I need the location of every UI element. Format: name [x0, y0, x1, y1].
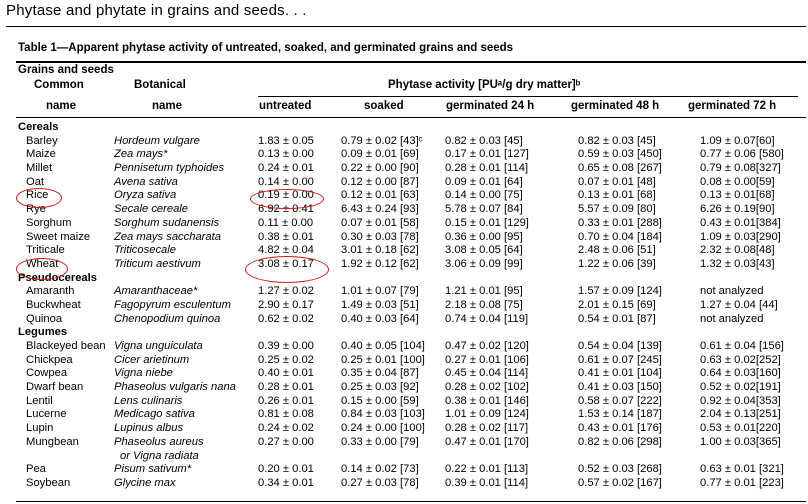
table-row [0, 408, 808, 422]
soaked-cell: 0.22 ± 0.00 [90] [341, 162, 419, 175]
soaked-cell: 0.14 ± 0.02 [73] [341, 463, 419, 476]
untreated-cell: 6.92 ± 0.41 [258, 203, 314, 216]
germinated-72h-cell: 0.63 ± 0.01 [321] [700, 463, 784, 476]
germinated-24h-cell: 0.28 ± 0.02 [117] [445, 422, 529, 435]
page-heading: Phytase and phytate in grains and seeds. . . [6, 2, 307, 19]
germinated-24h-cell: 2.18 ± 0.08 [75] [445, 298, 523, 311]
botanical-name-cell: Phaseolus vulgaris nana [114, 381, 236, 394]
soaked-cell: 0.33 ± 0.00 [79] [341, 435, 419, 448]
germinated-24h-cell: 1.21 ± 0.01 [95] [445, 285, 523, 298]
header-botanical-name: name [152, 100, 183, 112]
header-germinated-48h: germinated 48 h [571, 100, 660, 112]
table-row [0, 313, 808, 327]
germinated-24h-cell: 0.28 ± 0.02 [102] [445, 381, 529, 394]
highlight-wheat-name [16, 258, 68, 280]
germinated-24h-cell: 0.27 ± 0.01 [106] [445, 353, 529, 366]
header-soaked: soaked [364, 100, 404, 112]
soaked-cell: 0.35 ± 0.04 [87] [341, 367, 419, 380]
germinated-48h-cell: 0.82 ± 0.03 [45] [578, 134, 656, 147]
title-rule [16, 61, 806, 63]
soaked-cell: 1.92 ± 0.12 [62] [341, 257, 419, 270]
table-row [0, 381, 808, 395]
untreated-cell: 0.39 ± 0.00 [258, 340, 314, 352]
soaked-cell: 0.25 ± 0.01 [100] [341, 353, 425, 366]
germinated-48h-cell: 0.54 ± 0.04 [139] [578, 340, 662, 352]
untreated-cell: 0.24 ± 0.02 [258, 422, 314, 435]
germinated-72h-cell: not analyzed [700, 312, 764, 325]
germinated-24h-cell: 3.06 ± 0.09 [99] [445, 257, 523, 270]
table-row [0, 436, 808, 463]
germinated-48h-cell: 1.22 ± 0.06 [39] [578, 257, 656, 270]
germinated-72h-cell: 0.53 ± 0.01[220] [700, 422, 781, 435]
untreated-cell: 0.14 ± 0.00 [258, 175, 314, 188]
table-row [0, 285, 808, 299]
botanical-name-cell: Secale cereale [114, 203, 189, 216]
germinated-72h-cell: 1.09 ± 0.03[290] [700, 230, 781, 243]
botanical-name-cell: Pennisetum typhoides [114, 162, 225, 175]
header-span-rule [258, 96, 798, 97]
header-germinated-24h: germinated 24 h [446, 100, 535, 112]
germinated-48h-cell: 0.82 ± 0.06 [298] [578, 435, 662, 448]
germinated-48h-cell: 0.07 ± 0.01 [48] [578, 175, 656, 188]
header-phytase-activity: Phytase activity [PUᵃ/g dry matter]ᵇ [388, 79, 581, 91]
botanical-name-cell: Lupinus albus [114, 422, 184, 435]
germinated-72h-cell: 2.32 ± 0.08[48] [700, 244, 775, 257]
soaked-cell: 0.12 ± 0.01 [63] [341, 189, 419, 202]
common-name-cell: Blackeyed bean [26, 340, 106, 352]
untreated-cell: 0.81 ± 0.08 [258, 408, 314, 421]
germinated-24h-cell: 0.74 ± 0.04 [119] [445, 312, 529, 325]
botanical-name-cell: Triticosecale [114, 244, 176, 257]
germinated-72h-cell: 0.61 ± 0.04 [156] [700, 340, 784, 352]
botanical-name-cell: Oryza sativa [114, 189, 177, 202]
germinated-24h-cell: 0.09 ± 0.01 [64] [445, 175, 523, 188]
common-name-cell: Chickpea [26, 353, 73, 366]
common-name-cell: Sweet maize [26, 230, 91, 243]
common-name-cell: Cowpea [26, 367, 68, 380]
header-untreated: untreated [259, 100, 312, 112]
table-body [0, 121, 808, 491]
germinated-72h-cell: 0.64 ± 0.03[160] [700, 367, 781, 380]
table-row [0, 148, 808, 162]
common-name-cell: Quinoa [26, 312, 63, 325]
untreated-cell: 0.11 ± 0.00 [258, 216, 314, 229]
table-row [0, 189, 808, 203]
table-row [0, 162, 808, 176]
common-name-cell: Amaranth [26, 285, 75, 298]
germinated-24h-cell: 0.38 ± 0.01 [146] [445, 394, 529, 407]
common-name-cell: Rye [26, 203, 46, 216]
untreated-cell: 1.27 ± 0.02 [258, 285, 314, 298]
germinated-72h-cell: 0.43 ± 0.01[384] [700, 216, 781, 229]
table-row [0, 395, 808, 409]
common-name-cell: Lucerne [26, 408, 67, 421]
germinated-48h-cell: 2.01 ± 0.15 [69] [578, 298, 656, 311]
germinated-72h-cell: 0.08 ± 0.00[59] [700, 175, 775, 188]
header-common-name: name [46, 100, 77, 112]
germinated-24h-cell: 0.17 ± 0.01 [127] [445, 148, 529, 161]
section-label: Pseudocereals [18, 271, 97, 284]
table-row [0, 203, 808, 217]
germinated-24h-cell: 0.22 ± 0.01 [113] [445, 463, 529, 476]
germinated-48h-cell: 0.52 ± 0.03 [268] [578, 463, 662, 476]
germinated-72h-cell: 0.52 ± 0.02[191] [700, 381, 781, 394]
soaked-cell: 6.43 ± 0.24 [93] [341, 203, 419, 216]
germinated-24h-cell: 0.39 ± 0.01 [114] [445, 476, 529, 489]
common-name-cell: Mungbean [26, 435, 79, 448]
botanical-name-cell: Chenopodium quinoa [114, 312, 221, 325]
untreated-cell: 0.26 ± 0.01 [258, 394, 314, 407]
soaked-cell: 0.07 ± 0.01 [58] [341, 216, 419, 229]
germinated-48h-cell: 0.41 ± 0.01 [104] [578, 367, 662, 380]
common-name-cell: Oat [26, 175, 45, 188]
botanical-name-cell: Fagopyrum esculentum [114, 298, 231, 311]
table-row [0, 231, 808, 245]
soaked-cell: 0.24 ± 0.00 [100] [341, 422, 425, 435]
botanical-name-cell: Vigna niebe [114, 367, 173, 380]
botanical-name-cell: Amaranthaceae* [114, 285, 198, 298]
untreated-cell: 0.38 ± 0.01 [258, 230, 314, 243]
germinated-72h-cell: 0.79 ± 0.08[327] [700, 162, 781, 175]
untreated-cell: 0.62 ± 0.02 [258, 312, 314, 325]
common-name-cell: Wheat [26, 257, 59, 270]
header-rule [16, 117, 806, 118]
botanical-name-cell [114, 436, 204, 463]
germinated-48h-cell: 0.33 ± 0.01 [288] [578, 216, 662, 229]
untreated-cell: 0.25 ± 0.02 [258, 353, 314, 366]
common-name-cell: Soybean [26, 476, 71, 489]
germinated-72h-cell: 1.00 ± 0.03[365] [700, 435, 781, 448]
germinated-48h-cell: 0.59 ± 0.03 [450] [578, 148, 662, 161]
botanical-name-line: Phaseolus aureus [114, 435, 204, 448]
common-name-cell: Maize [26, 148, 56, 161]
botanical-name-cell: Triticum aestivum [114, 257, 201, 270]
untreated-cell: 0.13 ± 0.00 [258, 148, 314, 161]
germinated-72h-cell: 0.13 ± 0.01[68] [700, 189, 775, 202]
germinated-48h-cell: 5.57 ± 0.09 [80] [578, 203, 656, 216]
germinated-24h-cell: 3.08 ± 0.05 [64] [445, 244, 523, 257]
germinated-24h-cell: 0.47 ± 0.02 [120] [445, 340, 529, 352]
germinated-48h-cell: 0.43 ± 0.01 [176] [578, 422, 662, 435]
germinated-72h-cell: 0.92 ± 0.04[353] [700, 394, 781, 407]
table-title: Table 1—Apparent phytase activity of untreated, soaked, and germinated grains and seeds [18, 42, 514, 54]
untreated-cell: 0.27 ± 0.00 [258, 435, 314, 448]
untreated-cell: 0.19 ± 0.00 [258, 189, 314, 202]
germinated-72h-cell: 2.04 ± 0.13[251] [700, 408, 781, 421]
germinated-48h-cell: 0.13 ± 0.01 [68] [578, 189, 656, 202]
header-germinated-72h: germinated 72 h [688, 100, 777, 112]
table-row [0, 244, 808, 258]
soaked-cell: 3.01 ± 0.18 [62] [341, 244, 419, 257]
header-botanical: Botanical [134, 79, 186, 91]
botanical-name-cell: Pisum sativum* [114, 463, 192, 476]
germinated-72h-cell: 0.77 ± 0.01 [223] [700, 476, 784, 489]
common-name-cell: Lupin [26, 422, 54, 435]
germinated-24h-cell: 0.14 ± 0.00 [75] [445, 189, 523, 202]
common-name-cell: Lentil [26, 394, 53, 407]
soaked-cell: 0.15 ± 0.00 [59] [341, 394, 419, 407]
germinated-24h-cell: 0.36 ± 0.00 [95] [445, 230, 523, 243]
germinated-24h-cell: 0.47 ± 0.01 [170] [445, 435, 529, 448]
common-name-cell: Sorghum [26, 216, 72, 229]
section-label: Cereals [18, 121, 59, 133]
germinated-72h-cell: 1.32 ± 0.03[43] [700, 257, 775, 270]
botanical-name-cell: Hordeum vulgare [114, 134, 200, 147]
section-heading [0, 121, 808, 135]
germinated-24h-cell: 0.45 ± 0.04 [114] [445, 367, 529, 380]
soaked-cell: 0.27 ± 0.03 [78] [341, 476, 419, 489]
germinated-48h-cell: 0.41 ± 0.03 [150] [578, 381, 662, 394]
table-row [0, 299, 808, 313]
untreated-cell: 0.24 ± 0.01 [258, 162, 314, 175]
common-name-cell: Rice [26, 189, 49, 202]
untreated-cell: 3.08 ± 0.17 [258, 257, 314, 270]
highlight-rice-name [16, 188, 62, 208]
germinated-24h-cell: 1.01 ± 0.09 [124] [445, 408, 529, 421]
common-name-cell: Barley [26, 134, 58, 147]
soaked-cell: 1.01 ± 0.07 [79] [341, 285, 419, 298]
table-row [0, 135, 808, 149]
soaked-cell: 0.40 ± 0.05 [104] [341, 340, 425, 352]
table-row [0, 477, 808, 491]
germinated-48h-cell: 1.57 ± 0.09 [124] [578, 285, 662, 298]
botanical-name-cell: Glycine max [114, 476, 176, 489]
soaked-cell: 0.12 ± 0.00 [87] [341, 175, 419, 188]
germinated-24h-cell: 0.15 ± 0.01 [129] [445, 216, 529, 229]
botanical-name-cell: Vigna unguiculata [114, 340, 203, 352]
soaked-cell: 0.79 ± 0.02 [43]ᶜ [341, 134, 423, 147]
germinated-48h-cell: 0.61 ± 0.07 [245] [578, 353, 662, 366]
common-name-cell: Dwarf bean [26, 381, 84, 394]
common-name-cell: Buckwheat [26, 298, 81, 311]
table-row [0, 340, 808, 354]
germinated-48h-cell: 0.54 ± 0.01 [87] [578, 312, 656, 325]
highlight-wheat-untreated [245, 256, 329, 283]
soaked-cell: 0.84 ± 0.03 [103] [341, 408, 425, 421]
untreated-cell: 2.90 ± 0.17 [258, 298, 314, 311]
soaked-cell: 0.09 ± 0.01 [69] [341, 148, 419, 161]
table-row [0, 367, 808, 381]
germinated-24h-cell: 0.28 ± 0.01 [114] [445, 162, 529, 175]
untreated-cell: 4.82 ± 0.04 [258, 244, 314, 257]
germinated-48h-cell: 1.53 ± 0.14 [187] [578, 408, 662, 421]
table-row [0, 422, 808, 436]
common-name-cell: Pea [26, 463, 46, 476]
germinated-72h-cell: 1.09 ± 0.07[60] [700, 134, 775, 147]
untreated-cell: 0.34 ± 0.01 [258, 476, 314, 489]
botanical-name-cell: Zea mays saccharata [114, 230, 221, 243]
soaked-cell: 0.25 ± 0.03 [92] [341, 381, 419, 394]
untreated-cell: 1.83 ± 0.05 [258, 134, 314, 147]
germinated-24h-cell: 5.78 ± 0.07 [84] [445, 203, 523, 216]
germinated-48h-cell: 2.48 ± 0.06 [51] [578, 244, 656, 257]
botanical-name-cell: Medicago sativa [114, 408, 195, 421]
untreated-cell: 0.20 ± 0.01 [258, 463, 314, 476]
group-header: Grains and seeds [18, 64, 114, 76]
germinated-72h-cell: 6.26 ± 0.19[90] [700, 203, 775, 216]
germinated-48h-cell: 0.58 ± 0.07 [222] [578, 394, 662, 407]
header-common: Common [34, 79, 84, 91]
section-heading [0, 326, 808, 340]
bottom-rule [16, 501, 806, 502]
untreated-cell: 0.28 ± 0.01 [258, 381, 314, 394]
germinated-72h-cell: 0.77 ± 0.06 [580] [700, 148, 784, 161]
botanical-name-cell: Zea mays* [114, 148, 168, 161]
untreated-cell: 0.40 ± 0.01 [258, 367, 314, 380]
common-name-cell: Triticale [26, 244, 65, 257]
table-row [0, 463, 808, 477]
botanical-name-line: or Vigna radiata [120, 449, 199, 462]
botanical-name-cell: Avena sativa [114, 175, 178, 188]
common-name-cell: Millet [26, 162, 53, 175]
soaked-cell: 0.40 ± 0.03 [64] [341, 312, 419, 325]
germinated-48h-cell: 0.65 ± 0.08 [267] [578, 162, 662, 175]
section-heading [0, 272, 808, 286]
botanical-name-cell: Cicer arietinum [114, 353, 190, 366]
table-row [0, 217, 808, 231]
botanical-name-cell: Lens culinaris [114, 394, 183, 407]
germinated-48h-cell: 0.57 ± 0.02 [167] [578, 476, 662, 489]
table-row [0, 258, 808, 272]
germinated-72h-cell: not analyzed [700, 285, 764, 298]
germinated-72h-cell: 0.63 ± 0.02[252] [700, 353, 781, 366]
highlight-rice-untreated [250, 189, 324, 209]
top-rule [6, 26, 806, 27]
table-row [0, 354, 808, 368]
soaked-cell: 0.30 ± 0.03 [78] [341, 230, 419, 243]
section-label: Legumes [18, 326, 68, 339]
germinated-48h-cell: 0.70 ± 0.04 [184] [578, 230, 662, 243]
germinated-72h-cell: 1.27 ± 0.04 [44] [700, 298, 778, 311]
soaked-cell: 1.49 ± 0.03 [51] [341, 298, 419, 311]
table-row [0, 176, 808, 190]
germinated-24h-cell: 0.82 ± 0.03 [45] [445, 134, 523, 147]
botanical-name-cell: Sorghum sudanensis [114, 216, 220, 229]
